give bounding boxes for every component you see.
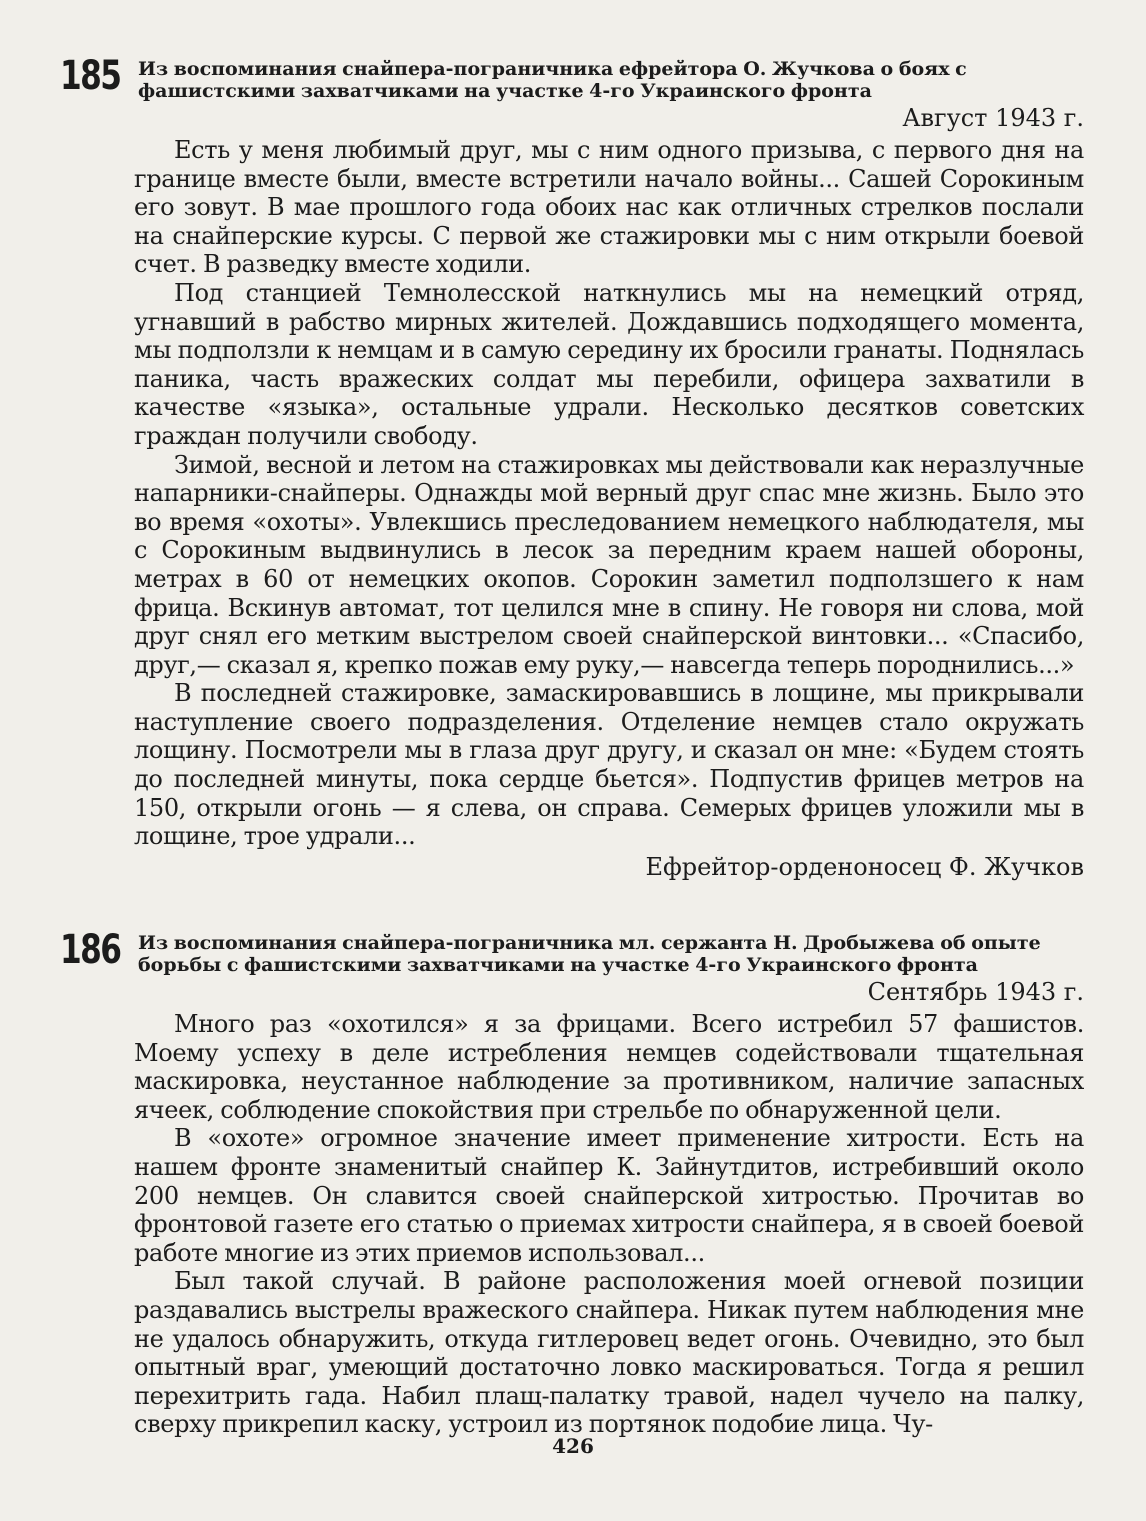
signature: Ефрейтор-орденоносец Ф. Жучков [645,852,1084,881]
document-number: 185 [60,53,121,99]
paragraph: Под станцией Темнолесской наткнулись мы на немецкий отряд, угнавший в рабство мирных жителей. Дождавшись подходящего момента, мы подползли к немцам и в самую середину их бросили гранаты. Поднялась паника, часть вражеских солдат мы перебили, офицера захватили в качестве «языка», остальные удрали. Несколько десятков советских граждан получили свободу. [134,278,1084,450]
paragraph: В последней стажировке, замаскировавшись в лощине, мы прикрывали наступление своего подразделения. Отделение немцев стало окружать лощину. Посмотрели мы в глаза друг другу, и сказал он мне: «Будем стоять до последней минуты, пока сердце бьется». Подпустив фрицев метров на 150, открыли огонь — я слева, он справа. Семерых фрицев уложили мы в лощине, трое удрали... [134,679,1084,851]
document-header [60,927,1084,976]
document-185 [60,53,1084,881]
document-title: Из воспоминания снайпера-пограничника ефрейтора О. Жучкова о боях с фашистскими захватчиками на участке 4-го Украинского фронта [138,58,967,102]
paragraph: В «охоте» огромное значение имеет применение хитрости. Есть на нашем фронте знаменитый снайпер К. Зайнутдитов, истребивший около 200 немцев. Он славится своей снайперской хитростью. Прочитав во фронтовой газете его статью о приемах хитрости снайпера, я в своей боевой работе многие из этих приемов использовал... [134,1124,1084,1267]
paragraph: Был такой случай. В районе расположения моей огневой позиции раздавались выстрелы вражеского снайпера. Никак путем наблюдения мне не удалось обнаружить, откуда гитлеровец ведет огонь. Очевидно, это был опытный враг, умеющий достаточно ловко маскироваться. Тогда я решил перехитрить гада. Набил плащ-палатку травой, надел чучело на палку, сверху прикрепил каску, устроил из портянок подобие лица. Чу- [134,1267,1084,1439]
paragraph: Много раз «охотился» я за фрицами. Всего истребил 57 фашистов. Моему успеху в деле истребления немцев содействовали тщательная маскировка, неустанное наблюдение за противником, наличие запасных ячеек, соблюдение спокойствия при стрельбе по обнаруженной цели. [134,1010,1084,1124]
document-186 [60,927,1084,1439]
paragraph: Зимой, весной и летом на стажировках мы действовали как неразлучные напарники-снайперы. Однажды мой верный друг спас мне жизнь. Было это во время «охоты». Увлекшись преследованием немецкого наблюдателя, мы с Сорокиным выдвинулись в лесок за передним краем нашей обороны, метрах в 60 от немецких окопов. Сорокин заметил подползшего к нам фрица. Вскинув автомат, тот целился мне в спину. Не говоря ни слова, мой друг снял его метким выстрелом своей снайперской винтовки... «Спасибо, друг,— сказал я, крепко пожав ему руку,— навсегда теперь породнились...» [134,450,1084,679]
document-title: Из воспоминания снайпера-пограничника мл. сержанта Н. Дробыжева об опыте борьбы с фашистскими захватчиками на участке 4-го Украинского фронта [138,932,1041,976]
paragraph: Есть у меня любимый друг, мы с ним одного призыва, с первого дня на границе вместе были, вместе встретили начало войны... Сашей Сорокиным его зовут. В мае прошлого года обоих нас как отличных стрелков послали на снайперские курсы. С первой же стажировки мы с ним открыли боевой счет. В разведку вместе ходили. [134,136,1084,279]
document-date: Сентябрь 1943 г. [867,978,1084,1006]
document-header [60,53,1084,102]
document-date: Август 1943 г. [902,104,1084,132]
document-number: 186 [60,927,121,973]
page-number: 426 [552,1434,594,1458]
